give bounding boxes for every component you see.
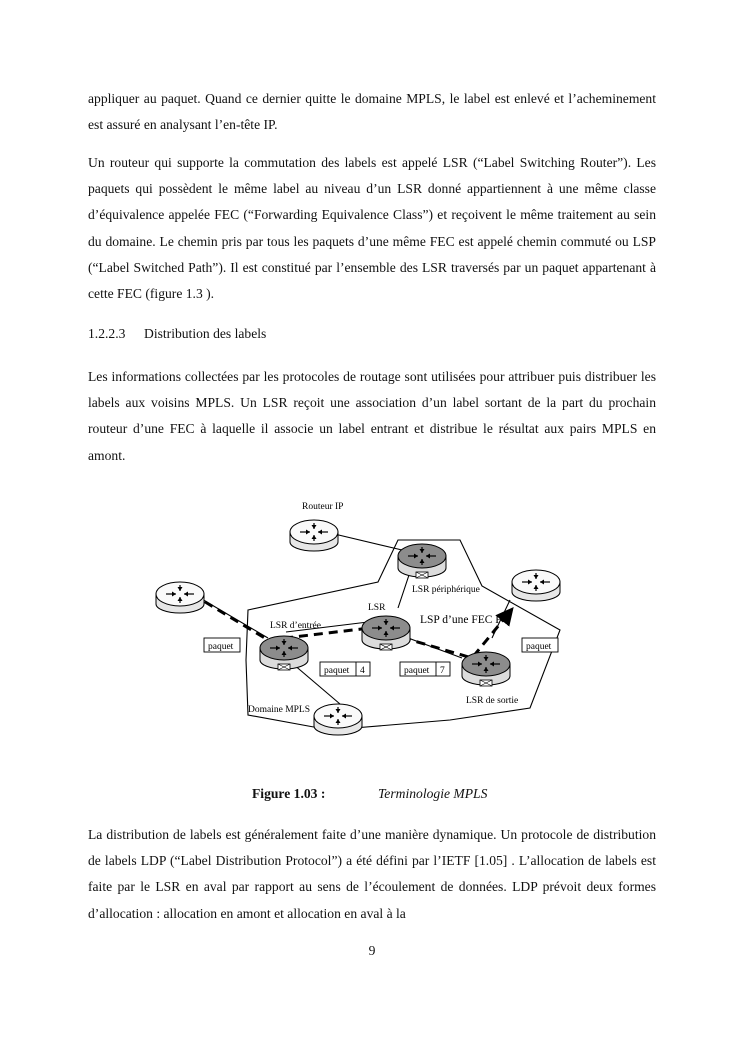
label-routeur-ip: Routeur IP [302, 502, 344, 512]
packet-left-label: paquet [208, 642, 234, 652]
router-ip-bottom [314, 704, 362, 735]
label-lsr: LSR [368, 603, 386, 613]
paragraph-2: Un routeur qui supporte la commutation des labels est appelé LSR (“Label Switching Router”). Les paquets qui possèdent le même label au niveau d’un LSR donné appartiennent à une même classe d’équivalence appelée FEC (“Forwarding Equivalence Class”) et reçoivent le même traitement au sein du domaine. Le chemin pris par tous les paquets d’une même FEC est appelé chemin commuté ou LSP (“Label Switched Path”). Il est constitué par l’ensemble des LSR traversés par un paquet appartenant à cette FEC (figure 1.3 ). [88, 155, 656, 302]
page-number: 9 [368, 943, 376, 958]
lsr-core-router [362, 616, 410, 650]
packet-7-value: 7 [440, 666, 445, 676]
section-number: 1.2.2.3 [88, 326, 126, 341]
label-lsr-sortie: LSR de sortie [466, 696, 519, 706]
lsr-peripherique-router [398, 544, 446, 578]
label-lsr-entree: LSR d’entrée [270, 621, 321, 631]
section-title: Distribution des labels [144, 326, 267, 341]
label-lsp-fec: LSP d’une FEC F [420, 614, 502, 626]
packet-7-label: paquet [404, 666, 430, 676]
mpls-terminology-figure [150, 490, 590, 770]
lsr-sortie-router [462, 652, 510, 686]
figure-caption-label: Figure 1.03 : [252, 786, 326, 801]
paragraph-1: appliquer au paquet. Quand ce dernier quitte le domaine MPLS, le label est enlevé et l’acheminement est assuré en analysant l’en-tête IP. [88, 91, 656, 133]
router-ip-top [290, 520, 338, 551]
router-ip-right [512, 570, 560, 601]
packet-4-label: paquet [324, 666, 350, 676]
paragraph-4: La distribution de labels est généralement faite d’une manière dynamique. Un protocole de distribution de labels LDP (“Label Distribution Protocol”) a été défini par l’IETF [1.05] . L’allocation de labels est faite par le LSR en aval par rapport au sens de l’écoulement de données. LDP prévoit deux formes d’allocation : allocation en amont et allocation en aval à la [88, 827, 656, 921]
figure-caption-title: Terminologie MPLS [378, 786, 488, 801]
label-lsr-peripherique: LSR périphérique [412, 585, 480, 595]
label-domaine-mpls: Domaine MPLS [248, 705, 311, 715]
paragraph-3: Les informations collectées par les protocoles de routage sont utilisées pour attribuer puis distribuer les labels aux voisins MPLS. Un LSR reçoit une association d’un label sortant de la part du prochain routeur d’une FEC à laquelle il associe un label entrant et distribue le résultat aux pairs MPLS en amont. [88, 369, 656, 463]
packet-4-value: 4 [360, 666, 365, 676]
router-ip-left [156, 582, 204, 613]
packet-right-label: paquet [526, 642, 552, 652]
section-heading [88, 326, 266, 342]
lsr-entree-router [260, 636, 308, 670]
